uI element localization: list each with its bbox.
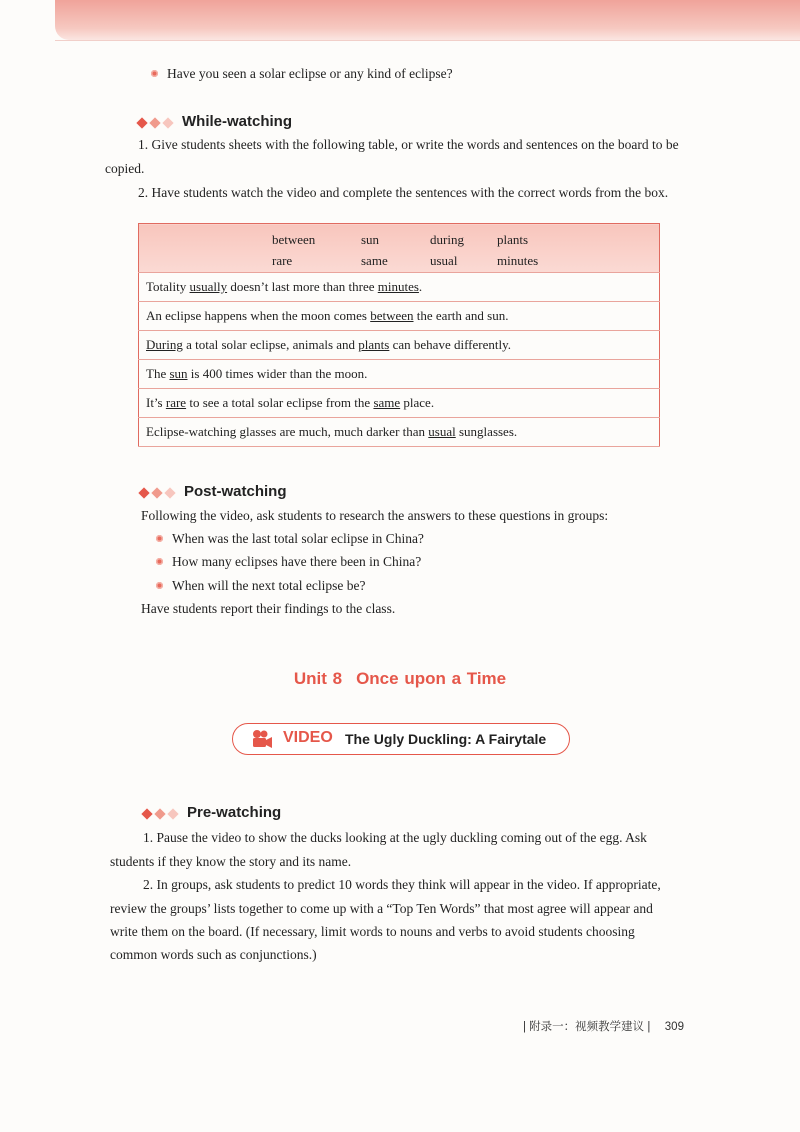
bullet-icon [151, 70, 158, 77]
sentence-text: Totality [146, 279, 190, 294]
bullet-icon [156, 582, 163, 589]
word-usual: usual [430, 253, 458, 268]
video-camera-icon [251, 729, 273, 749]
header-divider [55, 40, 800, 41]
answer-word: sun [169, 366, 188, 381]
list-item: When was the last total solar eclipse in China? [156, 527, 424, 551]
answer-word: plants [358, 337, 390, 352]
table-row [139, 302, 660, 331]
sentence-text: The [146, 366, 170, 381]
bullet-icon [156, 535, 163, 542]
video-title: The Ugly Duckling: A Fairytale [345, 731, 547, 747]
pre-p2d: common words such as conjunctions.) [110, 947, 317, 962]
answer-word: usually [189, 279, 228, 294]
table-row [139, 389, 660, 418]
diamonds-icon [141, 810, 179, 818]
pre-p2c: write them on the board. (If necessary, limit words to nouns and verbs to avoid students choosing [110, 924, 635, 939]
page-number: 309 [664, 1021, 684, 1033]
sentence-text: a total solar eclipse, animals and [182, 337, 359, 352]
word-rare: rare [272, 253, 293, 268]
unit-title: Unit 8 Once upon a Time [293, 669, 507, 688]
list-item: When will the next total eclipse be? [156, 574, 365, 598]
sentence-text: Eclipse-watching glasses are much, much darker than [146, 424, 429, 439]
answer-word: between [370, 308, 414, 323]
while-p2: 2. Have students watch the video and complete the sentences with the correct words from the box. [138, 185, 669, 200]
pre-p1b: students if they know the story and its name. [110, 854, 352, 869]
page-footer [523, 1018, 684, 1034]
sentence-text: to see a total solar eclipse from the [186, 395, 374, 410]
list-item: How many eclipses have there been in China? [156, 550, 421, 574]
while-p1a: 1. Give students sheets with the following table, or write the words and sentences on the board to be [138, 137, 679, 152]
sentence-text: An eclipse happens when the moon comes [146, 308, 371, 323]
diamonds-icon [138, 489, 176, 497]
answer-word: usual [428, 424, 456, 439]
word-sun: sun [361, 232, 380, 247]
answer-word: same [373, 395, 401, 410]
post-watching-heading: Post-watching [138, 483, 287, 501]
answer-word: minutes [377, 279, 419, 294]
post-intro: Following the video, ask students to research the answers to these questions in groups: [141, 508, 609, 523]
word-same: same [361, 253, 388, 268]
word-during: during [430, 232, 464, 247]
pre-p2a: 2. In groups, ask students to predict 10 words they think will appear in the video. If appropriate, [143, 877, 661, 892]
sentence-text: is 400 times wider than the moon. [187, 366, 368, 381]
table-row [139, 331, 660, 360]
word-minutes: minutes [497, 253, 539, 268]
post-closing: Have students report their findings to the class. [141, 601, 396, 616]
while-watching-heading: While-watching [136, 113, 292, 131]
video-label: VIDEO [283, 729, 333, 746]
sentence-text: sunglasses. [455, 424, 518, 439]
diamonds-icon [136, 119, 174, 127]
answer-word: rare [165, 395, 187, 410]
sentence-text: It’s [146, 395, 166, 410]
video-banner [232, 723, 570, 755]
answer-word: During [146, 337, 183, 352]
sentence-text: . [418, 279, 423, 294]
pre-watching-heading: Pre-watching [141, 804, 281, 822]
bullet-icon [156, 558, 163, 565]
pre-p2b: review the groups’ lists together to come up with a “Top Ten Words” that most agree will appear and [110, 901, 653, 916]
header-band [55, 0, 800, 40]
sentence-text: can behave differently. [389, 337, 511, 352]
sentence-text: doesn’t last more than three [227, 279, 378, 294]
table-row [139, 360, 660, 389]
table-row [139, 273, 660, 302]
table-row [139, 418, 660, 447]
intro-bullet: Have you seen a solar eclipse or any kind of eclipse? [151, 62, 453, 86]
exercise-table [138, 223, 660, 447]
sentence-text: the earth and sun. [413, 308, 509, 323]
word-plants: plants [497, 232, 529, 247]
sentence-text: place. [400, 395, 435, 410]
pre-p1a: 1. Pause the video to show the ducks looking at the ugly duckling coming out of the egg. Ask [143, 830, 647, 845]
footer-section: | 附录一：视频教学建议 | [523, 1021, 651, 1033]
word-between: between [272, 232, 316, 247]
while-p1b: copied. [105, 161, 145, 176]
word-box [139, 224, 660, 273]
